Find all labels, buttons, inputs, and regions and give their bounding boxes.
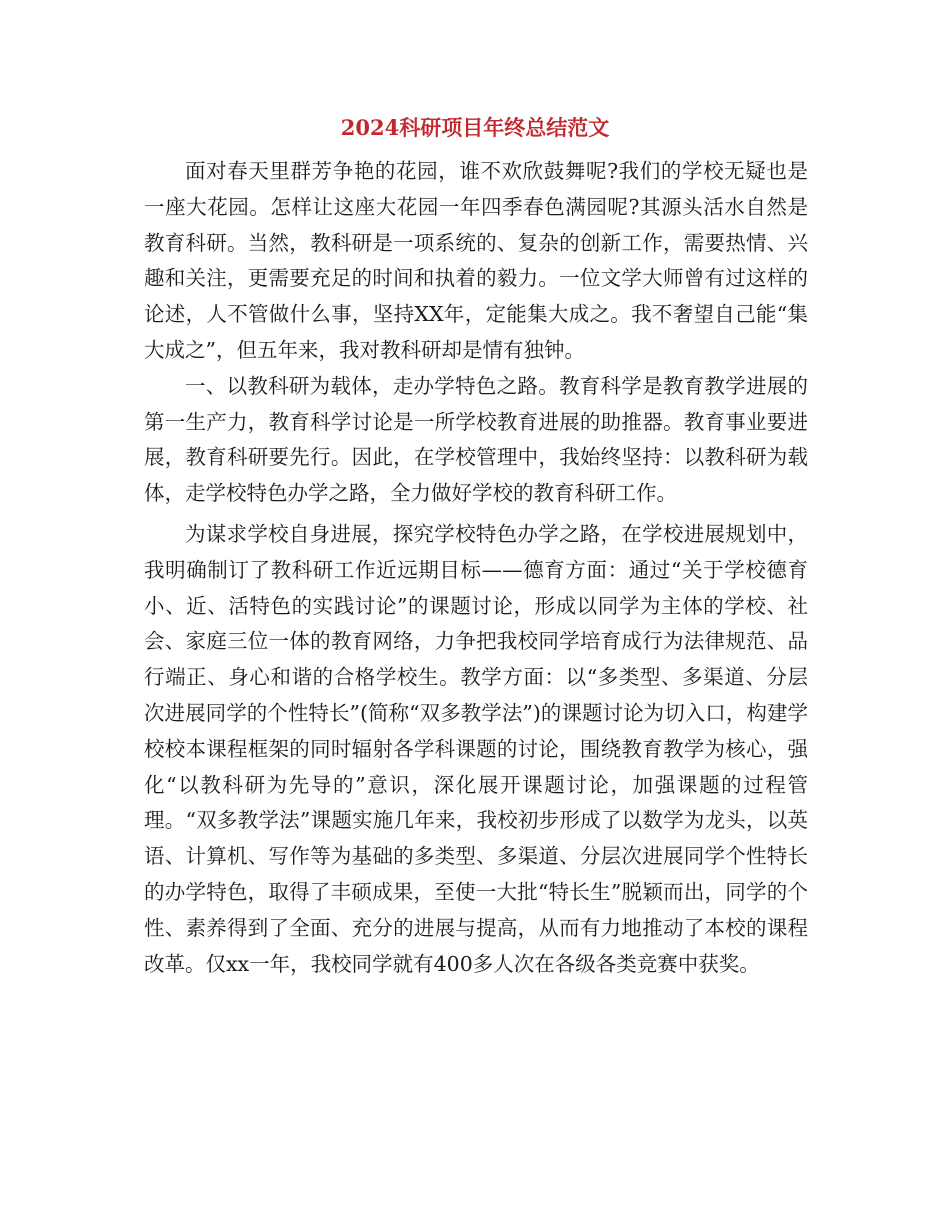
document-body (144, 154, 808, 982)
document-title: 2024科研项目年终总结范文 (340, 115, 610, 140)
paragraph-section-one: 一、以教科研为载体，走办学特色之路。教育科学是教育教学进展的第一生产力，教育科学讨论是一所学校教育进展的助推器。教育事业要进展，教育科研要先行。因此，在学校管理中，我始终坚持：以教科研为载体，走学校特色办学之路，全力做好学校的教育科研工作。 (144, 373, 808, 506)
paragraph-intro: 面对春天里群芳争艳的花园，谁不欢欣鼓舞呢?我们的学校无疑也是一座大花园。怎样让这座大花园一年四季春色满园呢?其源头活水自然是教育科研。当然，教科研是一项系统的、复杂的创新工作，需要热情、兴趣和关注，更需要充足的时间和执着的毅力。一位文学大师曾有过这样的论述，人不管做什么事，坚持XX年，定能集大成之。我不奢望自己能“集大成之”，但五年来，我对教科研却是情有独钟。 (144, 159, 808, 362)
paragraph-goals: 为谋求学校自身进展，探究学校特色办学之路，在学校进展规划中，我明确制订了教科研工作近远期目标——德育方面：通过“关于学校德育小、近、活特色的实践讨论”的课题讨论，形成以同学为主体的学校、社会、家庭三位一体的教育网络，力争把我校同学培育成行为法律规范、品行端正、身心和谐的合格学校生。教学方面：以“多类型、多渠道、分层次进展同学的个性特长”(简称“双多教学法”)的课题讨论为切入口，构建学校校本课程框架的同时辐射各学科课题的讨论，围绕教育教学为核心，强化“以教科研为先导的”意识，深化展开课题讨论，加强课题的过程管理。“双多教学法”课题实施几年来，我校初步形成了以数学为龙头，以英语、计算机、写作等为基础的多类型、多渠道、分层次进展同学个性特长的办学特色，取得了丰硕成果，至使一大批“特长生”脱颖而出，同学的个性、素养得到了全面、充分的进展与提高，从而有力地推动了本校的课程改革。仅xx一年，我校同学就有400多人次在各级各类竞赛中获奖。 (144, 521, 808, 976)
